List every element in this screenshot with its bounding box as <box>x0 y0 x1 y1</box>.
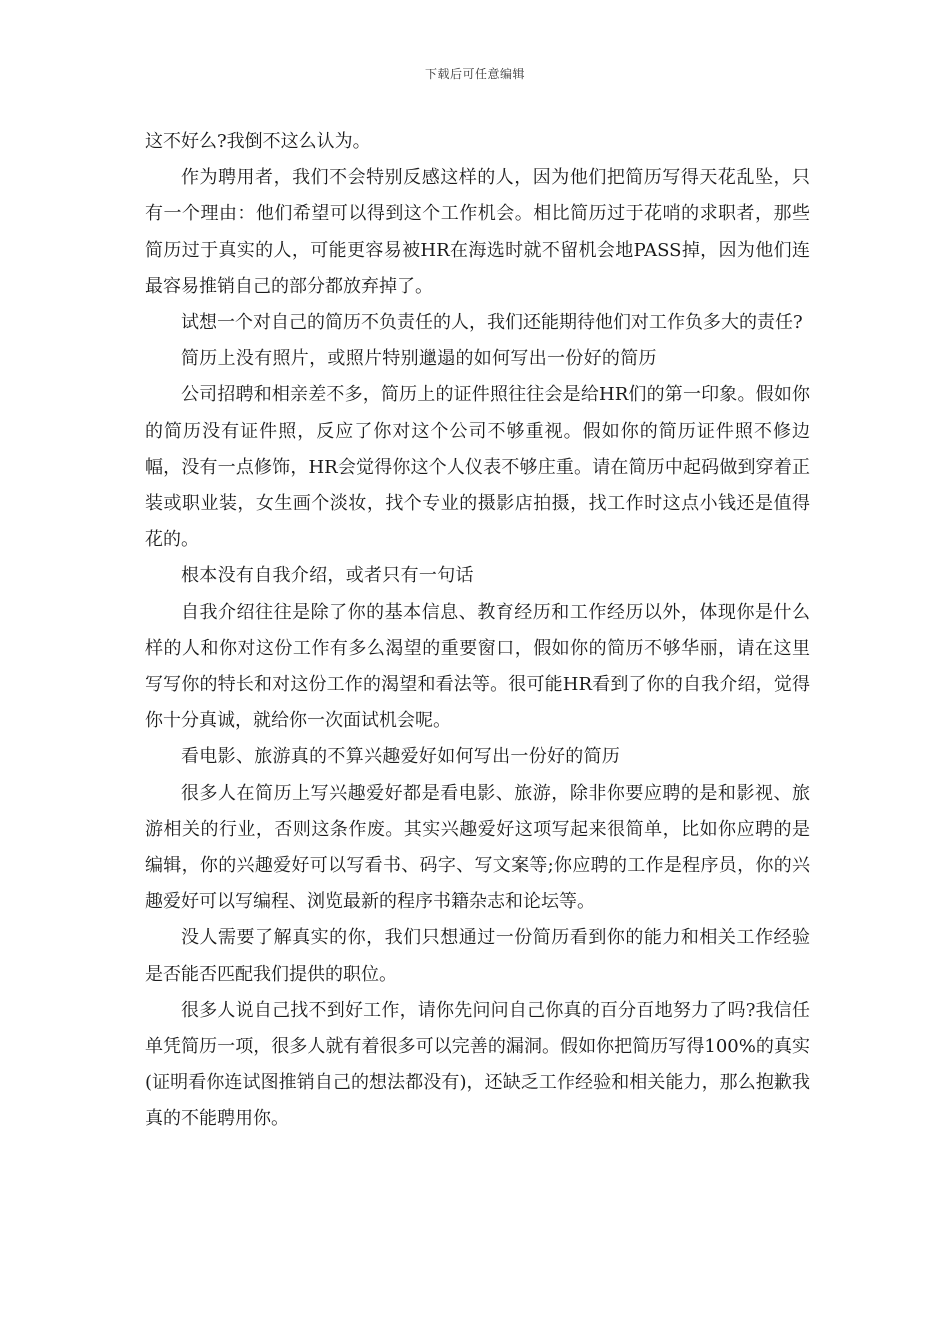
paragraph-hobbies: 很多人在简历上写兴趣爱好都是看电影、旅游，除非你要应聘的是和影视、旅游相关的行业，否则这条作废。其实兴趣爱好这项写起来很简单，比如你应聘的是编辑，你的兴趣爱好可以写看书、码字、写文案等;你应聘的工作是程序员，你的兴趣爱好可以写编程、浏览最新的程序书籍杂志和论坛等。 <box>145 782 810 913</box>
section-heading-hobbies: 看电影、旅游真的不算兴趣爱好如何写出一份好的简历 <box>181 746 621 768</box>
page-header: 下载后可任意编辑 <box>424 67 525 81</box>
section-heading-photo: 简历上没有照片，或照片特别邋遢的如何写出一份好的简历 <box>181 348 657 370</box>
section-heading-self-intro: 根本没有自我介绍，或者只有一句话 <box>181 565 474 587</box>
document-body <box>145 124 810 1138</box>
paragraph-self-intro: 自我介绍往往是除了你的基本信息、教育经历和工作经历以外，体现你是什么样的人和你对这份工作有多么渴望的重要窗口，假如你的简历不够华丽，请在这里写写你的特长和对这份工作的渴望和看法等。很可能HR看到了你的自我介绍，觉得你十分真诚，就给你一次面试机会呢。 <box>145 601 810 732</box>
paragraph-photo: 公司招聘和相亲差不多，简历上的证件照往往会是给HR们的第一印象。假如你的简历没有证件照，反应了你对这个公司不够重视。假如你的简历证件照不修边幅，没有一点修饰，HR会觉得你这个人仪表不够庄重。请在简历中起码做到穿着正装或职业装，女生画个淡妆，找个专业的摄影店拍摄，找工作时这点小钱还是值得花的。 <box>145 384 810 551</box>
paragraph-2: 作为聘用者，我们不会特别反感这样的人，因为他们把简历写得天花乱坠，只有一个理由：他们希望可以得到这个工作机会。相比简历过于花哨的求职者，那些简历过于真实的人，可能更容易被HR在海选时就不留机会地PASS掉，因为他们连最容易推销自己的部分都放弃掉了。 <box>145 167 810 297</box>
paragraph-3: 试想一个对自己的简历不负责任的人，我们还能期待他们对工作负多大的责任? <box>181 312 803 334</box>
paragraph-conclusion: 很多人说自己找不到好工作，请你先问问自己你真的百分百地努力了吗?我信任单凭简历一项，很多人就有着很多可以完善的漏洞。假如你把简历写得100%的真实(证明看你连试图推销自己的想法都没有)，还缺乏工作经验和相关能力，那么抱歉我真的不能聘用你。 <box>145 999 810 1130</box>
paragraph-ability: 没人需要了解真实的你，我们只想通过一份简历看到你的能力和相关工作经验是否能否匹配我们提供的职位。 <box>145 927 810 985</box>
paragraph-1: 这不好么?我倒不这么认为。 <box>145 131 371 152</box>
